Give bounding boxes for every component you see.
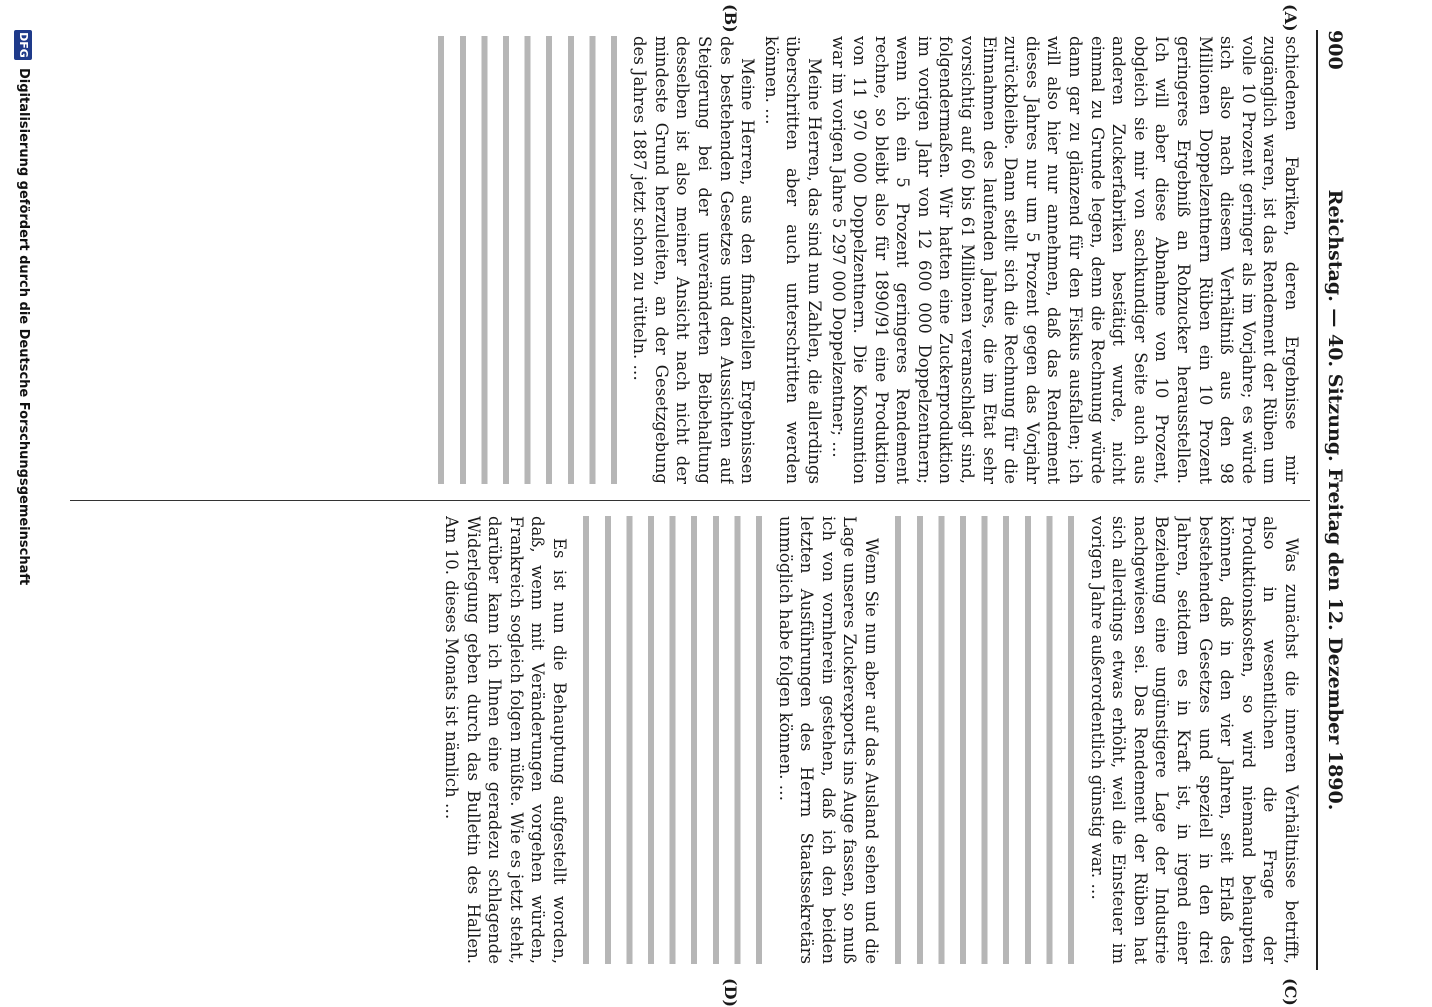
paragraph: Meine Herren, das sind nun Zahlen, die allerdings überschritten aber auch unterschritten werden können. … [761, 36, 824, 484]
left-text-column [77, 36, 1302, 484]
credit-text: Digitalisierung gefördert durch die Deutsche Forschungsgemeinschaft [16, 68, 31, 586]
column-divider [70, 500, 1310, 501]
margin-mark-d: (D) [721, 978, 740, 1007]
page-title: Reichstag. — 40. Sitzung. Freitag den 12. Dezember 1890. [1324, 189, 1346, 811]
page-number: 900 [1324, 30, 1346, 70]
right-text-column [77, 516, 1302, 964]
margin-mark-b: (B) [721, 4, 740, 33]
dfg-logo-icon: DFG [14, 30, 32, 60]
paragraph: schiedenen Fabriken, deren Ergebnisse mir zugänglich waren, ist das Rendement der Rüben um volle 10 Prozent geringer als im Vorjahre; es würde sich also nach diesem Verhältniß aus den 98 Millionen Doppelzentnern Rüben ein 10 Prozent geringeres Ergebniß an Rohzucker herausstellen. Ich will aber diese Abnahme von 10 Prozent, obgleich sie mir von sachkundiger Seite auch aus anderen Zuckerfabriken bestätigt wurde, nicht einmal zu Grunde legen, denn die Rechnung würde dann gar zu glänzend für den Fiskus ausfallen; ich will also hier nur annehmen, daß das Rendement dieses Jahres nur um 5 Prozent gegen das Vorjahr zurückbleibe. Dann stellt sich die Rechnung für die Einnahmen des laufenden Jahres, die im Etat sehr vorsichtig auf 60 bis 61 Millionen veranschlagt sind, folgendermaßen. Wir hatten eine Zuckerproduktion im vorigen Jahr von 12 600 000 Doppelzentnern; wenn ich ein 5 Prozent geringeres Rendement rechne, so bleibt also für 1890/91 eine Produktion von 11 970 000 Doppelzentnern. Die Konsumtion war im vorigen Jahre 5 297 000 Doppelzentner; … [828, 36, 1301, 484]
illegible-text-lines [882, 516, 1082, 964]
running-head [1316, 30, 1352, 970]
digitization-credit [8, 30, 34, 970]
margin-mark-c: (C) [1281, 978, 1300, 1006]
paragraph: Es ist nun die Behauptung aufgestellt worden, daß, wenn mit Veränderungen vorgehen würden, Frankreich sogleich folgen müßte. Wie es jetzt steht, darüber kann ich Ihnen eine geradezu schlagende Widerlegung geben durch das Bulletin des Hallen. Am 10. dieses Monats ist nämlich … [442, 516, 570, 964]
paragraph: Was zunächst die inneren Verhältnisse betrifft, also in wesentlichen die Frage der Produktionskosten, so wird niemand behaupten können, daß in den vier Jahren, seit Erlaß des bestehenden Gesetzes und speziell in den drei Jahren, seitdem es in Kraft ist, in irgend einer Beziehung eine ungünstigere Lage der Industrie nachgewiesen sei. Das Rendement der Rüben hat sich allerdings etwas erhöht, weil die Einsteuer im vorigen Jahre außerordentlich günstig war. … [1087, 516, 1301, 964]
illegible-text-lines [570, 516, 770, 964]
paragraph: Wenn Sie nun aber auf das Ausland sehen und die Lage unseres Zuckerexports ins Auge fassen, so muß ich von vornherein gestehen, daß ich den beiden letzten Ausführungen des Herrn Staatssekretärs unmöglich habe folgen können. … [775, 516, 882, 964]
illegible-text-lines [425, 36, 625, 484]
margin-mark-a: (A) [1281, 4, 1300, 32]
paragraph: Meine Herren, aus den finanziellen Ergebnissen des bestehenden Gesetzes und den Aussichten auf Steigerung bei der unveränderten Beibehaltung desselben ist also meiner Ansicht nach nicht der mindeste Grund herzuleiten, an der Gesetzgebung des Jahres 1887 jetzt schon zu rütteln. … [630, 36, 758, 484]
